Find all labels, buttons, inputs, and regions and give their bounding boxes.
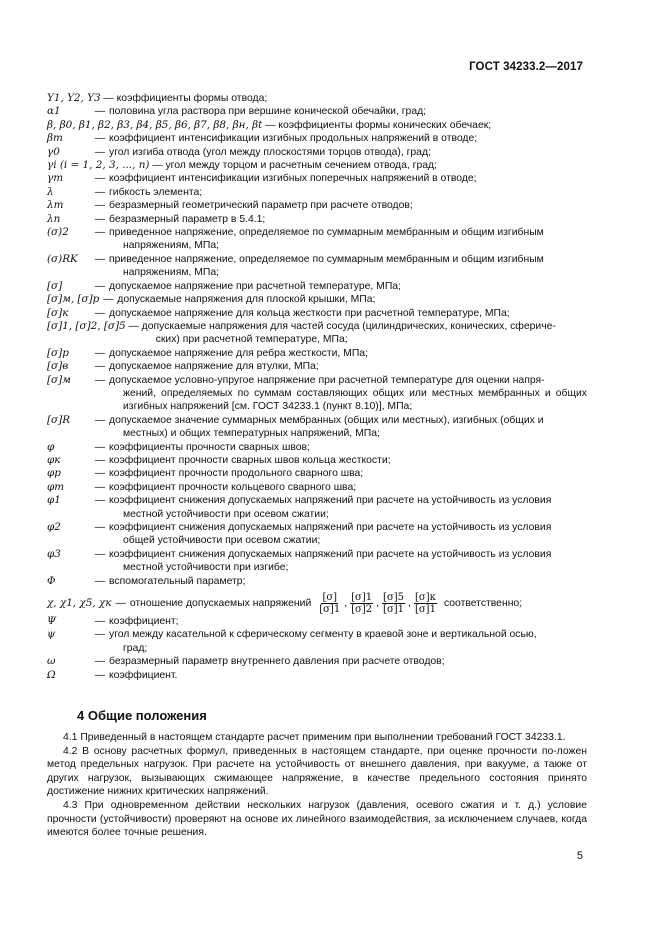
- definition-text: [109, 199, 587, 212]
- definition-dash: —: [94, 186, 106, 198]
- definition-symbol: α1: [47, 105, 61, 118]
- definition-text-main: коэффициенты формы конических обечаек;: [278, 119, 492, 131]
- definition-text-continued: град;: [123, 642, 148, 654]
- definition-text: [109, 414, 587, 441]
- definition-dash: —: [152, 160, 163, 172]
- definition-text-main: вспомогательный параметр;: [109, 575, 246, 587]
- definition-row: [47, 360, 587, 373]
- definition-text-main: половина угла раствора при вершине конической обечайки, град;: [109, 106, 427, 118]
- definition-symbol: φ2: [47, 521, 61, 533]
- definition-symbol: χ, χ1, χ5, χк: [47, 596, 112, 609]
- definition-symbol: φ1: [47, 494, 61, 507]
- definition-dash: —: [94, 495, 106, 507]
- definition-row: [47, 467, 587, 480]
- definition-symbol: [σ]: [47, 279, 63, 292]
- definition-text-main: коэффициент интенсификации изгибных поперечных напряжений в отводе;: [109, 173, 477, 185]
- definition-dash: —: [94, 213, 106, 225]
- definition-dash: —: [94, 200, 106, 212]
- definition-text: [109, 253, 587, 280]
- section-heading: 4 Общие положения: [77, 708, 207, 723]
- definition-text: [109, 307, 587, 320]
- section-body: [47, 731, 587, 840]
- definition-text-main: допускаемые напряжения для плоской крышки, МПа;: [117, 294, 376, 306]
- definition-text-continued: напряжениям, МПа;: [123, 267, 220, 279]
- definition-text-main: безразмерный параметр внутреннего давления при расчете отводов;: [109, 656, 445, 668]
- definition-dash: —: [94, 468, 106, 480]
- definition-dash: —: [94, 414, 106, 426]
- definition-text-continued: напряжениям, МПа;: [123, 240, 220, 252]
- definition-text-continued: местных) и общих температурных напряжений, МПа;: [123, 428, 380, 440]
- definition-symbol: [σ]м: [47, 373, 71, 386]
- definition-text-main: коэффициенты формы отвода;: [116, 93, 268, 104]
- definition-row: [47, 172, 587, 185]
- definition-symbol: (σ)2: [47, 226, 69, 239]
- paragraph: 4.2 В основу расчетных формул, приведенных в настоящем стандарте, при оценке прочности по-ложен метод предельных нагрузок. При расчете на устойчивость от внешнего давления, при вакууме, а также от других нагрузок, вызывающих сжимающее напряжение, в качестве предельного состояния принято достижение нижних критических напряжений.: [47, 745, 587, 798]
- definition-row: [47, 186, 587, 199]
- definition-dash: —: [94, 253, 106, 265]
- definition-text: [109, 347, 587, 360]
- definition-symbol: γi (i = 1, 2, 3, ..., n): [47, 159, 150, 172]
- definition-text-main: гибкость элемента;: [109, 186, 203, 198]
- fraction-denominator: [σ]1: [319, 604, 341, 616]
- definition-symbol: γ0: [47, 145, 60, 158]
- definition-text: [109, 226, 587, 253]
- definition-text-continued: жений, определяемых по суммам составляющих общих или местных мембранных и общих изгибных напряжений [см. ГОСТ 34233.1 (пункт 8.10)], МПа;: [123, 387, 587, 413]
- definition-row: [47, 307, 587, 320]
- definition-row: [47, 548, 587, 575]
- definition-dash: —: [94, 656, 106, 668]
- definition-text-main: угол изгиба отвода (угол между плоскостями торцов отвода), град;: [109, 146, 431, 158]
- definition-text-main: допускаемые напряжения для частей сосуда (цилиндрических, конических, сфериче-: [141, 320, 556, 332]
- definition-text-main: коэффициент прочности продольного сварного шва;: [109, 468, 364, 480]
- definition-symbol: [σ]р: [47, 346, 69, 359]
- definition-dash: —: [103, 294, 114, 306]
- definition-dash: —: [94, 522, 106, 533]
- ratio-tail-text: соответственно;: [443, 597, 523, 609]
- definition-text: [109, 441, 587, 454]
- definition-text-main: допускаемое значение суммарных мембранных (общих или местных), изгибных (общих и: [109, 414, 544, 426]
- definition-text: [109, 521, 587, 548]
- definition-dash: —: [94, 374, 106, 386]
- definition-dash: —: [115, 597, 126, 609]
- definition-dash: —: [94, 441, 106, 453]
- definition-row: [47, 132, 587, 145]
- definition-text-main: допускаемое напряжение для кольца жесткости при расчетной температуре, МПа;: [109, 307, 510, 319]
- definition-row: [47, 521, 587, 548]
- definition-text: [109, 172, 587, 185]
- definition-text-continued: общей устойчивости при осевом сжатии;: [123, 535, 321, 547]
- fraction-numerator: [σ]1: [351, 592, 373, 604]
- definition-row: [47, 347, 587, 360]
- definition-dash: —: [128, 320, 139, 332]
- definition-text: [109, 467, 587, 480]
- definition-text-main: коэффициент интенсификации изгибных продольных напряжений в отводе;: [109, 133, 478, 145]
- fraction-numerator: [σ]: [322, 592, 338, 604]
- definition-text: [109, 360, 587, 373]
- definition-text: [109, 628, 587, 655]
- definition-dash: —: [94, 307, 106, 319]
- definition-symbol: γm: [47, 172, 64, 185]
- definition-text: [109, 105, 587, 118]
- definition-symbol: ω: [47, 655, 56, 668]
- definition-symbol: β, β0, β1, β2, β3, β4, β5, β6, β7, β8, βн, βt: [47, 118, 263, 131]
- fraction-separator: ,: [408, 597, 411, 609]
- definitions-list: [47, 92, 587, 682]
- fraction-separator: ,: [376, 597, 380, 609]
- definition-dash: —: [94, 481, 106, 493]
- definition-row: [47, 293, 587, 306]
- definition-text-main: допускаемое напряжение для ребра жесткости, МПа;: [109, 347, 368, 359]
- definition-row: [47, 199, 587, 212]
- definition-text-main: угол между торцом и расчетным сечением отвода, град;: [165, 160, 437, 172]
- definition-dash: —: [103, 93, 114, 104]
- definition-row: [47, 441, 587, 454]
- definition-symbol: Ω: [47, 668, 56, 681]
- definition-text-main: допускаемое напряжение при расчетной температуре, МПа;: [109, 280, 401, 292]
- definition-text-main: коэффициент;: [109, 616, 179, 628]
- definition-text: [165, 159, 587, 172]
- definition-symbol: λп: [47, 212, 61, 225]
- definition-text: [109, 669, 587, 682]
- definition-text: [117, 92, 587, 105]
- page-number: 5: [576, 850, 583, 862]
- definition-text-main: коэффициент.: [109, 669, 178, 681]
- definition-text: [109, 132, 587, 145]
- definition-row: [47, 280, 587, 293]
- definition-symbol: λ: [47, 185, 54, 198]
- definition-text-main: коэффициент снижения допускаемых напряжений при расчете на устойчивость из условия: [109, 495, 552, 507]
- fraction-numerator: [σ]5: [383, 592, 405, 604]
- fraction-separator: ,: [344, 597, 348, 609]
- definition-symbol: φ: [47, 440, 55, 453]
- standard-id: ГОСТ 34233.2—2017: [469, 61, 583, 73]
- definition-text-main: коэффициент снижения допускаемых напряжений при расчете на устойчивость из условия: [109, 522, 552, 533]
- definition-row: [47, 146, 587, 159]
- definition-row: [47, 92, 587, 105]
- fraction: [318, 592, 341, 615]
- definition-text: [109, 655, 587, 668]
- fraction-denominator: [σ]2: [351, 604, 373, 616]
- definition-row: [47, 494, 587, 521]
- definition-text-main: приведенное напряжение, определяемое по суммарным мембранным и общим изгибным: [109, 253, 544, 265]
- definition-dash: —: [94, 616, 106, 628]
- definition-text: [142, 320, 587, 347]
- definition-row: [47, 615, 587, 628]
- fraction: [350, 592, 373, 615]
- definition-symbol: [σ]м, [σ]р: [47, 293, 100, 306]
- definition-text-main: угол между касательной к сферическому сегменту в краевой зоне и вертикальной осью,: [109, 629, 537, 641]
- definition-dash: —: [94, 361, 106, 373]
- definition-text-main: безразмерный параметр в 5.4.1;: [109, 213, 266, 225]
- definition-text-continued: местной устойчивости при изгибе;: [123, 562, 289, 574]
- definition-text: [109, 454, 587, 467]
- definition-symbol: Y1, Y2, Y3: [47, 92, 101, 104]
- definition-symbol: φт: [47, 480, 65, 493]
- definition-dash: —: [94, 227, 106, 239]
- definition-dash: —: [94, 146, 106, 158]
- definition-symbol: (σ)RK: [47, 252, 78, 265]
- definition-row: [47, 226, 587, 253]
- definition-row: [47, 320, 587, 347]
- definition-dash: —: [94, 133, 106, 145]
- definition-row: [47, 454, 587, 467]
- definition-text-main: приведенное напряжение, определяемое по суммарным мембранным и общим изгибным: [109, 227, 544, 239]
- fraction-denominator: [σ]1: [414, 604, 436, 616]
- definition-text-main: коэффициент прочности кольцевого сварного шва;: [109, 481, 357, 493]
- definition-row: [47, 159, 587, 172]
- ratio-lead-text: отношение допускаемых напряжений: [129, 597, 312, 609]
- definition-dash: —: [94, 454, 106, 466]
- definition-text: [109, 481, 587, 494]
- definition-symbol: φр: [47, 467, 61, 480]
- definition-dash: —: [94, 280, 106, 292]
- definition-row: [47, 481, 587, 494]
- definition-text-continued: местной устойчивости при осевом сжатии;: [123, 508, 329, 520]
- definition-text-main: безразмерный геометрический параметр при расчете отводов;: [109, 200, 413, 212]
- definition-row: [47, 414, 587, 441]
- definition-text-main: коэффициент прочности сварных швов кольца жесткости;: [109, 454, 391, 466]
- definition-dash: —: [265, 119, 276, 131]
- definition-symbol: [σ]в: [47, 360, 69, 373]
- definition-row: [47, 213, 587, 226]
- paragraph: 4.3 При одновременном действии нескольких нагрузок (давления, осевого сжатия и т. д.) условие прочности (устойчивости) проверяют на основе их линейного взаимодействия, за исключением случаев, когда имеются более точные решения.: [47, 799, 587, 839]
- ratio-definition-row: [47, 592, 587, 615]
- definition-symbol: φ3: [47, 547, 61, 560]
- definition-dash: —: [94, 347, 106, 359]
- definition-symbol: [σ]1, [σ]2, [σ]5: [47, 319, 126, 332]
- definition-text: [109, 575, 587, 588]
- definition-text: [109, 615, 587, 628]
- definition-text-main: допускаемое условно-упругое напряжение при расчетной температуре для оценки напря-: [109, 374, 545, 386]
- definition-text: [109, 548, 587, 575]
- definition-symbol: ψ: [47, 628, 56, 641]
- definition-text: [109, 146, 587, 159]
- definition-text: [278, 119, 587, 132]
- definition-text-main: коэффициенты прочности сварных швов;: [109, 441, 310, 453]
- definition-row: [47, 119, 587, 132]
- definition-dash: —: [94, 629, 106, 641]
- definition-dash: —: [94, 669, 106, 681]
- definition-symbol: [σ]R: [47, 413, 71, 426]
- definition-text: [109, 213, 587, 226]
- definition-symbol: [σ]к: [47, 306, 69, 319]
- definition-row: [47, 105, 587, 118]
- definition-text: [109, 374, 587, 414]
- fraction: [382, 592, 405, 615]
- definition-symbol: Φ: [47, 574, 56, 587]
- definition-text: [117, 293, 587, 306]
- definition-row: [47, 253, 587, 280]
- definition-dash: —: [94, 106, 106, 118]
- definition-dash: —: [94, 548, 106, 560]
- definition-symbol: φк: [47, 453, 61, 466]
- definition-text: [109, 280, 587, 293]
- definition-text-main: коэффициент снижения допускаемых напряжений при расчете на устойчивость из условия: [109, 548, 552, 560]
- definition-text-continued: ских) при расчетной температуре, МПа;: [155, 334, 348, 346]
- definition-text-main: допускаемое напряжение для втулки, МПа;: [109, 361, 319, 373]
- definition-row: [47, 669, 587, 682]
- definition-symbol: λт: [47, 199, 64, 212]
- definition-text: [109, 494, 587, 521]
- definition-symbol: Ψ: [47, 615, 57, 628]
- definition-dash: —: [94, 173, 106, 185]
- definition-row: [47, 655, 587, 668]
- definition-symbol: βm: [47, 132, 63, 145]
- definition-dash: —: [94, 575, 106, 587]
- paragraph: 4.1 Приведенный в настоящем стандарте расчет применим при выполнении требований ГОСТ 34233.1.: [63, 732, 566, 743]
- definition-row: [47, 628, 587, 655]
- definition-text: [109, 186, 587, 199]
- definition-row: [47, 575, 587, 588]
- fraction: [414, 592, 437, 615]
- fraction-numerator: [σ]к: [414, 592, 436, 604]
- fraction-denominator: [σ]1: [383, 604, 405, 616]
- definition-row: [47, 374, 587, 414]
